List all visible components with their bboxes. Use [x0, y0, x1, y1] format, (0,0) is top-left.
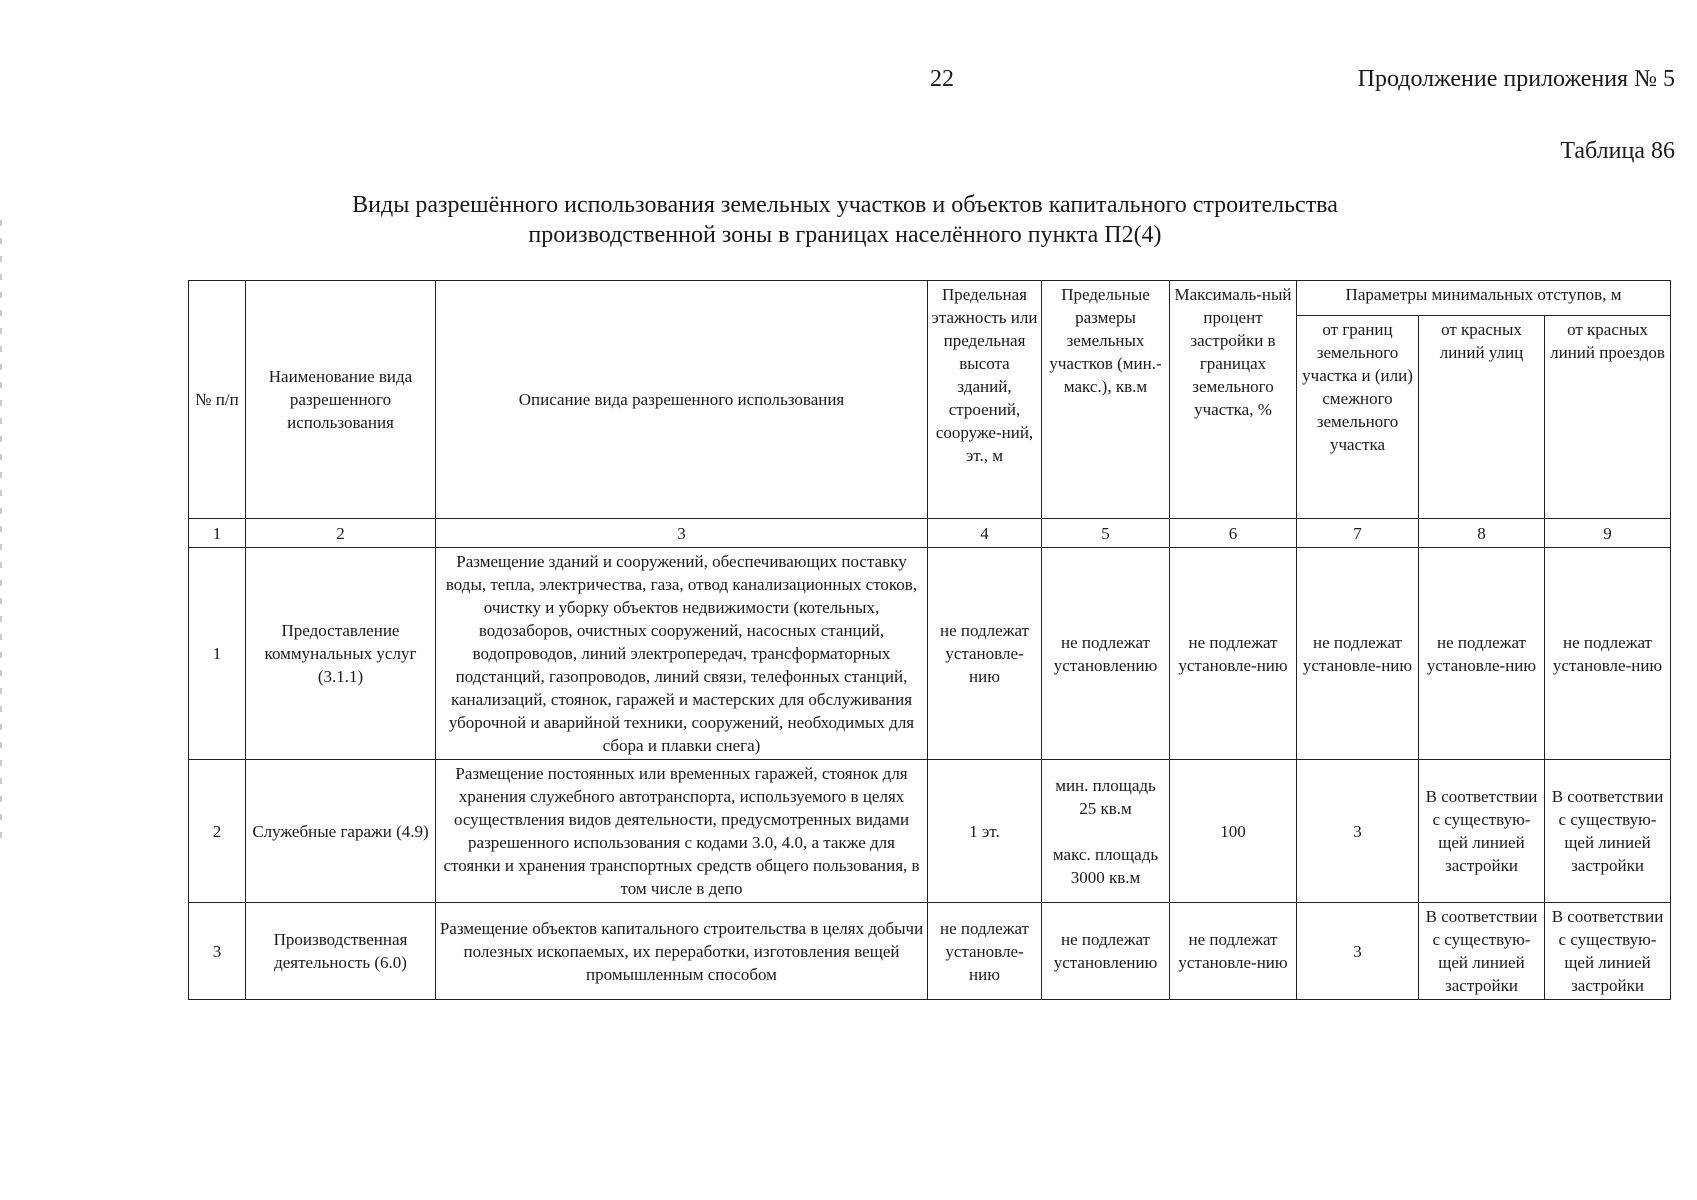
row-offset-streets: не подлежат установле-нию — [1419, 548, 1545, 760]
header-desc: Описание вида разрешенного использования — [436, 281, 928, 519]
row-height: 1 эт. — [928, 760, 1042, 903]
row-height: не подлежат установле-нию — [928, 548, 1042, 760]
row-desc: Размещение зданий и сооружений, обеспечивающих поставку воды, тепла, электричества, газа, отвод канализационных стоков, очистку и уборку объектов недвижимости (котельных, водозаборов, очистных сооружений, насосных станций, водопроводов, линий электропередач, трансформаторных подстанций, газопроводов, линий связи, телефонных станций, канализаций, стоянок, гаражей и мастерских для обслуживания уборочной и аварийной техники, сооружений, необходимых для сбора и плавки снега) — [436, 548, 928, 760]
column-number: 5 — [1042, 519, 1170, 548]
header-offset-passages: от красных линий проездов — [1545, 316, 1671, 519]
row-sizes-max: макс. площадь 3000 кв.м — [1052, 844, 1159, 887]
column-number: 1 — [189, 519, 246, 548]
column-number: 9 — [1545, 519, 1671, 548]
title-line-2: производственной зоны в границах населённого пункта П2(4) — [528, 222, 1162, 248]
row-desc: Размещение объектов капитального строительства в целях добычи полезных ископаемых, их переработки, изготовления вещей промышленным способом — [436, 903, 928, 1000]
header-sizes: Предельные размеры земельных участков (мин.-макс.), кв.м — [1042, 281, 1170, 519]
row-name: Предоставление коммунальных услуг (3.1.1) — [246, 548, 436, 760]
page-number: 22 — [930, 66, 954, 92]
row-offset-borders: 3 — [1297, 760, 1419, 903]
row-offset-passages: не подлежат установле-нию — [1545, 548, 1671, 760]
row-percent: 100 — [1170, 760, 1297, 903]
column-number: 6 — [1170, 519, 1297, 548]
header-percent: Максималь-ный процент застройки в границах земельного участка, % — [1170, 281, 1297, 519]
table-row — [189, 903, 1671, 1000]
row-offset-passages: В соответствии с существую-щей линией застройки — [1545, 760, 1671, 903]
column-number: 3 — [436, 519, 928, 548]
header-name: Наименование вида разрешенного использования — [246, 281, 436, 519]
row-offset-borders: не подлежат установле-нию — [1297, 548, 1419, 760]
row-percent: не подлежат установле-нию — [1170, 903, 1297, 1000]
row-offset-borders: 3 — [1297, 903, 1419, 1000]
column-number: 2 — [246, 519, 436, 548]
row-percent: не подлежат установле-нию — [1170, 548, 1297, 760]
header-offsets-group: Параметры минимальных отступов, м — [1297, 281, 1671, 316]
header-height: Предельная этажность или предельная высота зданий, строений, сооруже-ний, эт., м — [928, 281, 1042, 519]
table-row — [189, 548, 1671, 760]
row-offset-streets: В соответствии с существую-щей линией застройки — [1419, 760, 1545, 903]
row-sizes — [1042, 760, 1170, 903]
scan-edge-artifact — [0, 220, 2, 840]
land-use-table — [188, 280, 1671, 1000]
row-sizes-min: мин. площадь 25 кв.м — [1055, 775, 1156, 818]
table-label: Таблица 86 — [1560, 138, 1675, 164]
header-offset-borders: от границ земельного участка и (или) смежного земельного участка — [1297, 316, 1419, 519]
row-name: Служебные гаражи (4.9) — [246, 760, 436, 903]
row-height: не подлежат установле-нию — [928, 903, 1042, 1000]
title-line-1: Виды разрешённого использования земельных участков и объектов капитального строительства — [352, 192, 1338, 218]
row-offset-passages: В соответствии с существую-щей линией застройки — [1545, 903, 1671, 1000]
row-num: 2 — [189, 760, 246, 903]
row-num: 3 — [189, 903, 246, 1000]
header-num: № п/п — [189, 281, 246, 519]
row-sizes: не подлежат установлению — [1042, 903, 1170, 1000]
document-title — [290, 190, 1400, 250]
header-offset-streets: от красных линий улиц — [1419, 316, 1545, 519]
row-sizes: не подлежат установлению — [1042, 548, 1170, 760]
appendix-label: Продолжение приложения № 5 — [1357, 66, 1675, 92]
table-row — [189, 760, 1671, 903]
row-num: 1 — [189, 548, 246, 760]
row-offset-streets: В соответствии с существую-щей линией застройки — [1419, 903, 1545, 1000]
column-number: 8 — [1419, 519, 1545, 548]
row-desc: Размещение постоянных или временных гаражей, стоянок для хранения служебного автотранспорта, используемого в целях осуществления видов деятельности, предусмотренных видами разрешенного использования с кодами 3.0, 4.0, а также для стоянки и хранения транспортных средств общего пользования, в том числе в депо — [436, 760, 928, 903]
row-name: Производственная деятельность (6.0) — [246, 903, 436, 1000]
column-number: 7 — [1297, 519, 1419, 548]
column-number: 4 — [928, 519, 1042, 548]
column-number-row — [189, 519, 1671, 548]
